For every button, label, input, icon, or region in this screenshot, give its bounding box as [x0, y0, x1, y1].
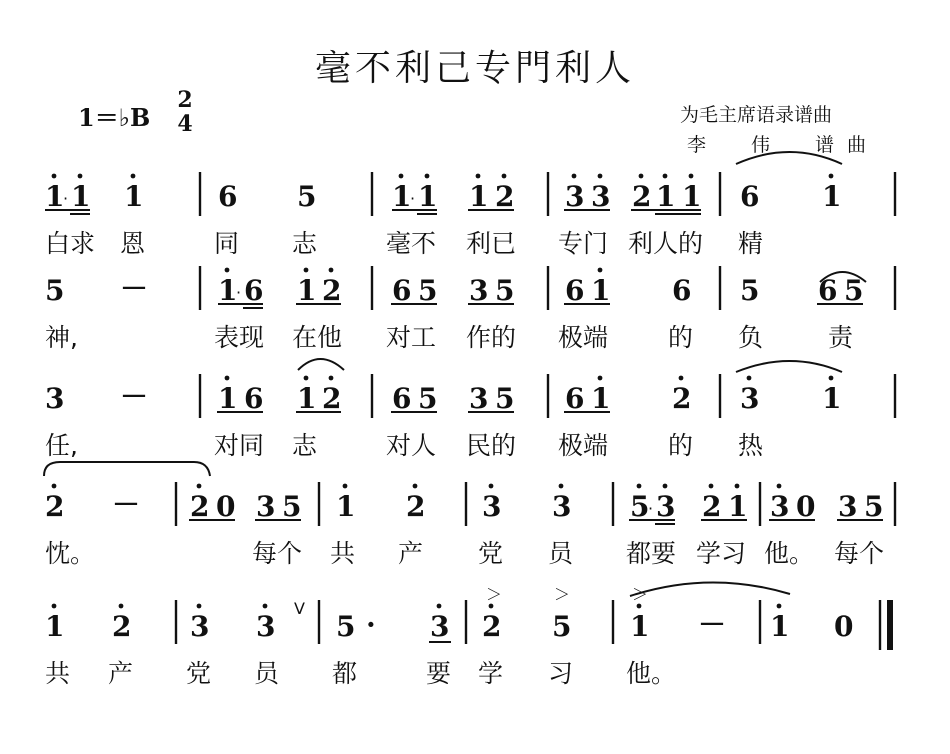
lyric: 对人 — [386, 431, 437, 460]
note: 6 — [565, 382, 585, 415]
note: 6 — [565, 274, 585, 307]
lyric: 产 — [108, 659, 134, 688]
octave-dot — [829, 376, 834, 381]
slur — [736, 152, 842, 164]
note: 1 — [218, 382, 238, 415]
note: 1 — [297, 382, 317, 415]
key-signature: 1＝♭B — [78, 103, 151, 132]
staff-row-5 — [45, 582, 890, 650]
note: 6 — [392, 274, 412, 307]
note: 1 — [418, 180, 438, 213]
lyric: 负 — [738, 323, 764, 352]
note: 6 — [218, 180, 238, 213]
octave-dot — [52, 604, 57, 609]
dot-symbol: · — [63, 189, 69, 208]
note: 6 — [672, 274, 692, 307]
note: 6 — [740, 180, 760, 213]
note: 5 — [45, 274, 65, 307]
octave-dot — [304, 268, 309, 273]
note: 2 — [482, 610, 502, 643]
note: 1 — [770, 610, 790, 643]
note: 3 — [838, 490, 858, 523]
credit-line-1: 为毛主席语录谱曲 — [680, 104, 833, 126]
dash-symbol: － — [120, 272, 149, 305]
lyric: 都 — [332, 659, 358, 688]
octave-dot — [559, 484, 564, 489]
note: 0 — [216, 490, 236, 523]
octave-dot — [489, 604, 494, 609]
note: 1 — [336, 490, 356, 523]
lyric: 民的 — [466, 431, 517, 460]
accent-mark: ＞ — [554, 585, 571, 604]
note: 3 — [770, 490, 790, 523]
octave-dot — [52, 484, 57, 489]
slur — [736, 361, 842, 372]
breath-mark: V — [294, 599, 305, 618]
note: 3 — [740, 382, 760, 415]
lyric: 精 — [738, 229, 764, 258]
note: 1 — [469, 180, 489, 213]
octave-dot — [679, 376, 684, 381]
note: 3 — [256, 610, 276, 643]
lyric: 热 — [738, 431, 764, 460]
note: 5 — [495, 382, 515, 415]
octave-dot — [777, 484, 782, 489]
lyric: 专门 — [558, 229, 609, 258]
note: 2 — [112, 610, 132, 643]
slur — [298, 359, 344, 370]
octave-dot — [663, 484, 668, 489]
octave-dot — [329, 376, 334, 381]
lyric: 神, — [45, 323, 78, 352]
note: 1 — [297, 274, 317, 307]
lyric: 利已 — [466, 229, 517, 258]
note: 2 — [45, 490, 65, 523]
tie — [44, 462, 210, 476]
note: 6 — [818, 274, 838, 307]
dash-symbol: － — [120, 380, 149, 413]
lyric: 利人的 — [628, 229, 704, 258]
credit-composer-char: 伟 — [751, 134, 772, 156]
octave-dot — [343, 484, 348, 489]
accent-mark: ＞ — [632, 585, 649, 604]
lyric: 毫不 — [386, 229, 437, 258]
octave-dot — [637, 604, 642, 609]
note: 1 — [591, 274, 611, 307]
note: 6 — [244, 382, 264, 415]
lyric: 作的 — [466, 323, 517, 352]
note: 1 — [71, 180, 91, 213]
octave-dot — [131, 174, 136, 179]
octave-dot — [747, 376, 752, 381]
octave-dot — [709, 484, 714, 489]
dash-symbol: － — [112, 488, 141, 521]
note: 5 — [418, 382, 438, 415]
lyric: 学习 — [696, 539, 747, 568]
octave-dot — [413, 484, 418, 489]
note: 2 — [322, 382, 342, 415]
octave-dot — [502, 174, 507, 179]
staff-row-4 — [44, 462, 895, 526]
credit-composer-char: 曲 — [847, 134, 868, 156]
lyric: 同 — [214, 229, 240, 258]
lyric: 党 — [478, 539, 504, 568]
note: 2 — [672, 382, 692, 415]
lyric: 都要 — [626, 539, 677, 568]
dot-symbol: · — [366, 608, 376, 641]
note: 5 — [418, 274, 438, 307]
note: 1 — [45, 180, 65, 213]
lyric: 的 — [668, 431, 694, 460]
lyric: 志 — [292, 229, 318, 258]
note: 0 — [834, 610, 854, 643]
note: 5 — [297, 180, 317, 213]
note: 6 — [244, 274, 264, 307]
lyric: 共 — [45, 659, 71, 688]
tie — [630, 582, 790, 596]
lyric: 共 — [330, 539, 356, 568]
dash-symbol: － — [698, 608, 727, 641]
octave-dot — [489, 484, 494, 489]
accent-mark: ＞ — [486, 585, 503, 604]
note: 1 — [822, 382, 842, 415]
note: 1 — [728, 490, 748, 523]
note: 1 — [630, 610, 650, 643]
octave-dot — [52, 174, 57, 179]
note: 5 — [864, 490, 884, 523]
lyric: 责 — [828, 323, 854, 352]
lyric: 对工 — [386, 323, 437, 352]
note: 3 — [552, 490, 572, 523]
dot-symbol: · — [410, 189, 416, 208]
octave-dot — [476, 174, 481, 179]
note: 2 — [190, 490, 210, 523]
lyric: 产 — [398, 539, 424, 568]
octave-dot — [777, 604, 782, 609]
note: 5 — [336, 610, 356, 643]
note: 5 — [282, 490, 302, 523]
lyric: 每个 — [252, 539, 303, 568]
note: 3 — [430, 610, 450, 643]
lyric: 员 — [254, 659, 280, 688]
lyric: 恩 — [120, 229, 146, 258]
lyric: 任, — [45, 431, 78, 460]
octave-dot — [263, 604, 268, 609]
note: 1 — [392, 180, 412, 213]
octave-dot — [329, 268, 334, 273]
note: 5 — [844, 274, 864, 307]
note: 2 — [322, 274, 342, 307]
note: 3 — [591, 180, 611, 213]
note: 3 — [482, 490, 502, 523]
note: 3 — [190, 610, 210, 643]
lyric: 表现 — [214, 323, 265, 352]
dot-symbol: · — [648, 499, 654, 518]
note: 3 — [256, 490, 276, 523]
octave-dot — [829, 174, 834, 179]
note: 5 — [552, 610, 572, 643]
note: 0 — [796, 490, 816, 523]
note: 5 — [495, 274, 515, 307]
staff-row-1 — [45, 152, 895, 216]
note: 3 — [656, 490, 676, 523]
octave-dot — [119, 604, 124, 609]
note: 5 — [740, 274, 760, 307]
dot-symbol: · — [236, 283, 242, 302]
note: 3 — [565, 180, 585, 213]
note: 5 — [630, 490, 650, 523]
octave-dot — [225, 268, 230, 273]
octave-dot — [225, 376, 230, 381]
note: 2 — [632, 180, 652, 213]
note: 1 — [45, 610, 65, 643]
note: 3 — [469, 274, 489, 307]
note: 1 — [656, 180, 676, 213]
note: 1 — [822, 180, 842, 213]
lyric: 每个 — [834, 539, 885, 568]
note: 2 — [702, 490, 722, 523]
lyric: 对同 — [214, 431, 265, 460]
lyric: 要 — [426, 659, 452, 688]
note: 3 — [45, 382, 65, 415]
song-title: 毫不利己专門利人 — [314, 48, 635, 89]
note: 2 — [406, 490, 426, 523]
note: 6 — [392, 382, 412, 415]
octave-dot — [639, 174, 644, 179]
octave-dot — [437, 604, 442, 609]
octave-dot — [78, 174, 83, 179]
lyric: 员 — [548, 539, 574, 568]
octave-dot — [572, 174, 577, 179]
lyric: 极端 — [558, 323, 609, 352]
note: 1 — [682, 180, 702, 213]
note: 1 — [591, 382, 611, 415]
lyric: 他。 — [626, 659, 677, 688]
octave-dot — [735, 484, 740, 489]
octave-dot — [637, 484, 642, 489]
octave-dot — [598, 268, 603, 273]
staff-row-3 — [45, 359, 895, 418]
note: 3 — [469, 382, 489, 415]
octave-dot — [197, 604, 202, 609]
octave-dot — [197, 484, 202, 489]
time-signature-denominator: 4 — [177, 111, 193, 137]
octave-dot — [663, 174, 668, 179]
credit-composer-char: 李 — [687, 134, 708, 156]
staff-row-2 — [45, 266, 895, 310]
octave-dot — [598, 376, 603, 381]
lyric: 极端 — [558, 431, 609, 460]
note: 1 — [124, 180, 144, 213]
lyric: 党 — [186, 659, 212, 688]
lyric: 他。 — [764, 539, 815, 568]
octave-dot — [689, 174, 694, 179]
lyric: 学 — [478, 659, 504, 688]
octave-dot — [598, 174, 603, 179]
lyric: 习 — [548, 659, 574, 688]
credit-composer-char: 谱 — [815, 134, 836, 156]
time-signature-numerator: 2 — [177, 87, 193, 113]
octave-dot — [304, 376, 309, 381]
lyric: 在他 — [292, 323, 343, 352]
lyric: 白求 — [45, 229, 96, 258]
octave-dot — [425, 174, 430, 179]
octave-dot — [399, 174, 404, 179]
lyric: 忱。 — [45, 539, 96, 568]
lyric: 志 — [292, 431, 318, 460]
note: 1 — [218, 274, 238, 307]
lyric: 的 — [668, 323, 694, 352]
note: 2 — [495, 180, 515, 213]
